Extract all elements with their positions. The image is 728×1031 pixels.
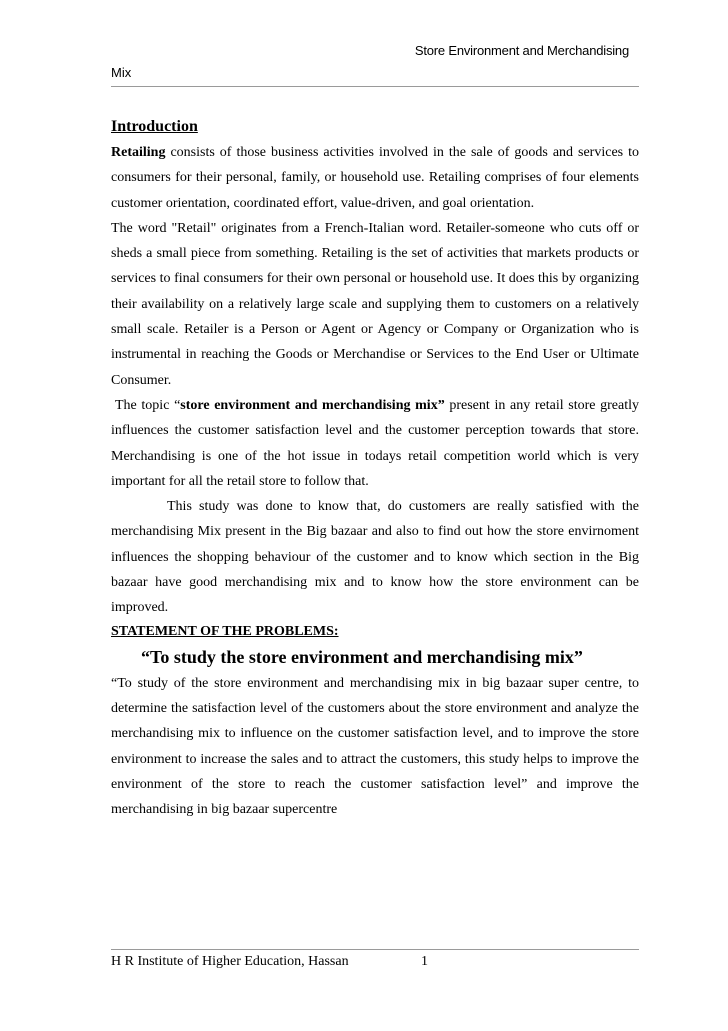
header-title-line1: Store Environment and Merchandising [414, 43, 629, 58]
intro-paragraph-topic [111, 393, 639, 494]
retailing-definition: consists of those business activities involved in the sale of goods and services to consumers for their personal, family, or household use. Retailing comprises of four elements customer orientation, coordinated effort, value-driven, and goal orientation. [111, 145, 639, 211]
topic-bold-phrase: store environment and merchandising mix” [180, 397, 445, 413]
page-content [111, 114, 639, 822]
document-page [111, 0, 639, 1031]
intro-paragraph-retail-origin: The word "Retail" originates from a French-Italian word. Retailer-someone who cuts off or sheds a small piece from something. Retailing is the set of activities that markets products or services to final consumers for their own personal or household use. It does this by organizing their availability on a relatively large scale and supplying them to customers on a relatively small scale. Retailer is a Person or Agent or Agency or Company or Organization who is instrumental in reaching the Goods or Merchandise or Services to the End User or Ultimate Consumer. [111, 220, 639, 388]
topic-prefix: The topic “ [115, 397, 181, 413]
problems-heading: STATEMENT OF THE PROBLEMS: [111, 623, 339, 639]
intro-paragraph-retailing [111, 140, 639, 216]
study-title: “To study the store environment and merchandising mix” [141, 646, 583, 667]
page-header [111, 40, 639, 84]
topic-rest: present in any retail store greatly influences the customer satisfaction level and the customer perception towards that store. Merchandising is one of the hot issue in todays retail competition world which is very important for all the retail store to follow that. [111, 397, 639, 489]
header-title-line2: Mix [111, 65, 132, 80]
header-divider [111, 86, 639, 87]
retailing-term: Retailing [111, 145, 166, 160]
problems-paragraph: “To study of the store environment and merchandising mix in big bazaar super centre, to determine the satisfaction level of the customers about the store environment and analyze the merchandising mix to influence on the customer satisfaction level, and to improve the store environment to increase the sales and to attract the customers, this study helps to improve the environment of the store to reach the customer satisfaction level” and improve the merchandising in big bazaar supercentre [111, 675, 639, 818]
introduction-heading: Introduction [111, 118, 198, 135]
footer-institute: H R Institute of Higher Education, Hassan [111, 954, 349, 969]
footer-divider [111, 949, 639, 950]
page-number: 1 [421, 954, 428, 969]
intro-paragraph-study: This study was done to know that, do customers are really satisfied with the merchandising Mix present in the Big bazaar and also to find out how the store envirnoment influences the shopping behaviour of the customer and to know which section in the Big bazaar have good merchandising mix and to know how the store environment can be improved. [111, 499, 639, 616]
